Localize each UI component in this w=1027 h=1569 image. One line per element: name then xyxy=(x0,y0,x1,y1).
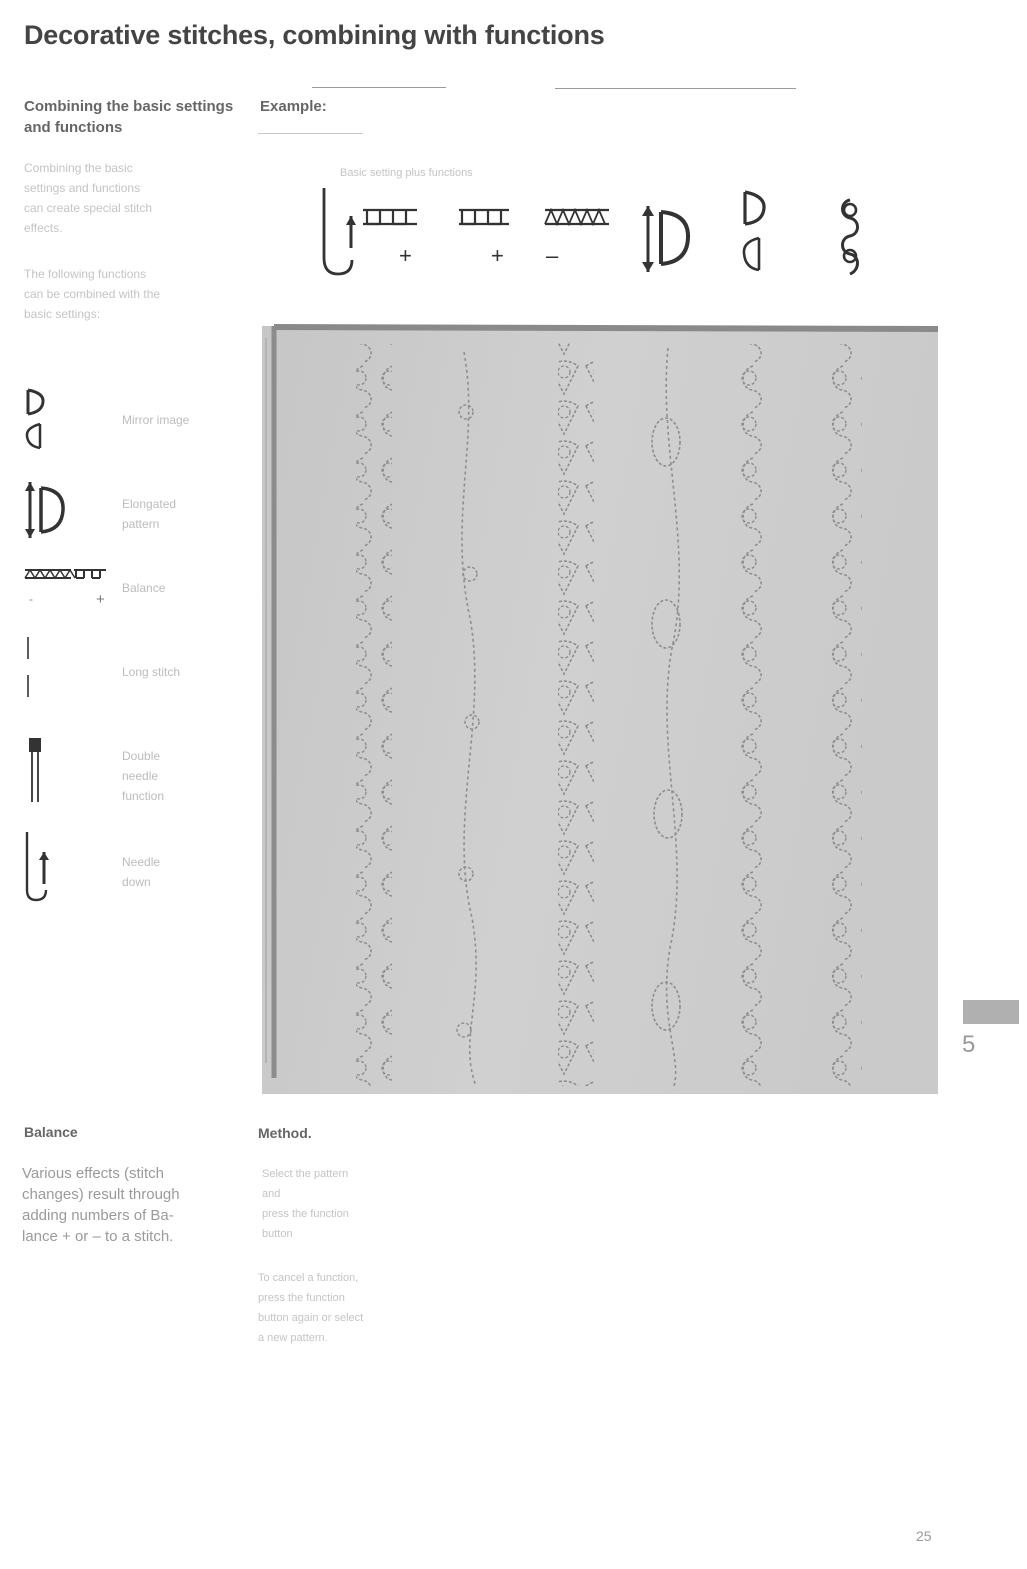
balance-plus-icon xyxy=(458,208,510,228)
function-label: Long stitch xyxy=(122,665,181,679)
intro-line: Combining the basic xyxy=(24,161,133,175)
function-label: Double needle function xyxy=(122,749,165,803)
method-steps: Select the pattern and press the function button xyxy=(262,1168,349,1240)
function-label: Mirror image xyxy=(122,413,190,427)
long-stitch-icon xyxy=(24,635,34,699)
intro-line: can create special stitch xyxy=(24,201,153,215)
needle-down-icon xyxy=(24,830,58,904)
example-heading: Example: xyxy=(260,98,327,115)
function-label: Needle down xyxy=(122,855,161,889)
header-rule xyxy=(555,88,796,89)
second-line: basic settings: xyxy=(24,307,101,321)
second-line: The following functions xyxy=(24,267,147,281)
page-number: 25 xyxy=(916,1528,932,1544)
method-note: To cancel a function, press the function button again or select a new pattern. xyxy=(258,1272,364,1344)
example-caption: Basic setting plus functions xyxy=(340,167,473,179)
second-paragraph xyxy=(24,264,244,324)
chapter-tab xyxy=(963,1000,1019,1024)
sewn-stitch-sample-photo xyxy=(258,318,942,1098)
stitch-pattern-icon xyxy=(836,196,866,278)
elongated-pattern-icon xyxy=(641,204,691,274)
function-label: Elongated pattern xyxy=(122,497,177,531)
balance-minus-mark: - xyxy=(29,592,33,606)
mirror-image-icon xyxy=(741,190,767,274)
balance-icon xyxy=(24,566,110,586)
elongated-pattern-icon xyxy=(24,480,66,540)
balance-minus-icon xyxy=(544,208,610,228)
header-rule xyxy=(312,87,446,88)
method-heading: Method. xyxy=(258,1125,312,1141)
section-heading-block xyxy=(24,96,244,138)
chapter-number: 5 xyxy=(962,1031,976,1058)
mirror-image-icon xyxy=(24,388,48,452)
balance-text: Various effects (stitch changes) result through adding numbers of Ba- lance + or – to a stitch. xyxy=(22,1165,180,1245)
intro-line: settings and functions xyxy=(24,181,141,195)
function-label: Balance xyxy=(122,581,166,595)
header-rule xyxy=(258,133,363,134)
balance-plus-mark: + xyxy=(96,591,105,608)
intro-paragraph xyxy=(24,158,244,238)
section-heading: Combining the basic settings and functions xyxy=(24,98,234,136)
example-sign: – xyxy=(546,243,559,268)
double-needle-icon xyxy=(24,736,46,804)
second-line: can be combined with the xyxy=(24,287,161,301)
page-title: Decorative stitches, combining with functions xyxy=(24,20,605,50)
balance-heading: Balance xyxy=(24,1124,78,1140)
example-sign: + xyxy=(399,243,412,268)
example-sign: + xyxy=(491,243,504,268)
intro-line: effects. xyxy=(24,221,63,235)
